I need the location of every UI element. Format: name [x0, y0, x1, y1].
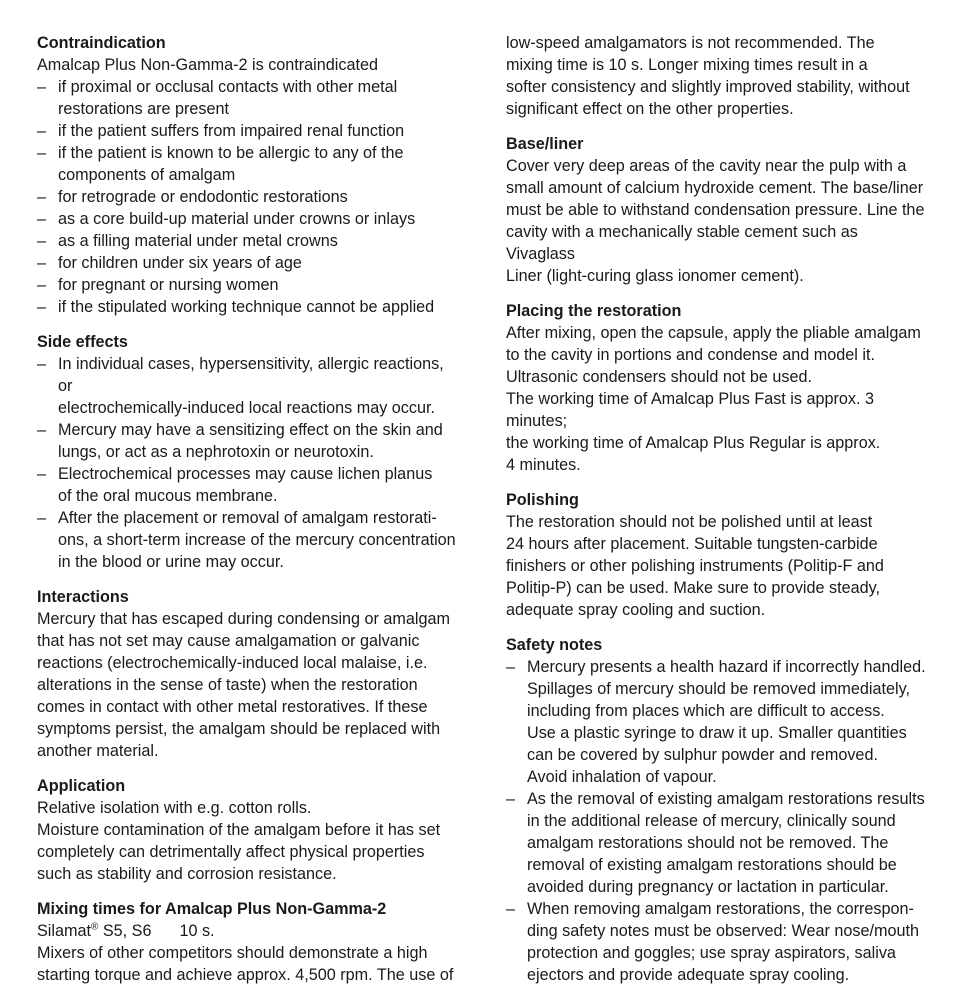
list-item: – When removing amalgam restorations, the correspon- ding safety notes must be observed: Wear nose/mouth protection and goggles; use spray aspirators, saliva ejectors and provide adequate spray cooling. — [506, 898, 926, 986]
list-item: – for children under six years of age — [37, 252, 457, 274]
base-liner-text: Cover very deep areas of the cavity near the pulp with a small amount of calcium hydroxide cement. The base/liner must be able to withstand condensation pressure. Line the cavity with a mechanically stable cement such as Vivaglass Liner (light-curing glass ionomer cement). — [506, 157, 925, 285]
safety-list — [506, 656, 926, 986]
list-item: – as a filling material under metal crowns — [37, 230, 457, 252]
side-effects-heading: Side effects — [37, 333, 128, 351]
list-item: – as a core build-up material under crowns or inlays — [37, 208, 457, 230]
list-item: – if the stipulated working technique cannot be applied — [37, 296, 457, 318]
mixer-name: Silamat — [37, 922, 91, 940]
base-liner-section — [506, 133, 926, 287]
registered-mark: ® — [90, 921, 99, 933]
list-item: – After the placement or removal of amalgam restorati- ons, a short-term increase of the mercury concentration in the blood or urine may occur. — [37, 507, 457, 573]
mixing-continued-text: low-speed amalgamators is not recommended. The mixing time is 10 s. Longer mixing times result in a softer consistency and slightly improved stability, without significant effect on the other properties. — [506, 34, 910, 118]
placing-heading: Placing the restoration — [506, 302, 682, 320]
list-item: – for pregnant or nursing women — [37, 274, 457, 296]
mixing-continued — [506, 32, 926, 120]
contraindication-list — [37, 76, 457, 318]
placing-section — [506, 300, 926, 476]
contraindication-heading: Contraindication — [37, 34, 166, 52]
mixing-time: 10 s. — [179, 922, 215, 940]
base-liner-heading: Base/liner — [506, 135, 584, 153]
interactions-text: Mercury that has escaped during condensing or amalgam that has not set may cause amalgamation or galvanic reactions (electrochemically-induced local malaise, i.e. alterations in the sense of taste) when the restoration comes in contact with other metal restoratives. If these symptoms persist, the amalgam should be replaced with another material. — [37, 610, 451, 760]
list-item: – if the patient is known to be allergic to any of the components of amalgam — [37, 142, 457, 186]
safety-heading: Safety notes — [506, 636, 603, 654]
list-item: – Mercury may have a sensitizing effect on the skin and lungs, or act as a nephrotoxin or neurotoxin. — [37, 419, 457, 463]
interactions-section — [37, 586, 457, 762]
placing-text: After mixing, open the capsule, apply the pliable amalgam to the cavity in portions and condense and model it. Ultrasonic condensers should not be used. The working time of Amalcap Plus Fast is approx. 3 minutes; the working time of Amalcap Plus Regular is approx. 4 minutes. — [506, 324, 921, 474]
mixing-text: Mixers of other competitors should demonstrate a high starting torque and achieve approx. 4,500 rpm. The use of — [37, 944, 454, 984]
polishing-section — [506, 489, 926, 621]
interactions-heading: Interactions — [37, 588, 129, 606]
polishing-heading: Polishing — [506, 491, 579, 509]
mixing-heading: Mixing times for Amalcap Plus Non-Gamma-2 — [37, 900, 387, 918]
application-heading: Application — [37, 777, 126, 795]
mixing-device-line — [37, 920, 457, 942]
list-item: – if proximal or occlusal contacts with other metal restorations are present — [37, 76, 457, 120]
mixer-models: S5, S6 — [98, 922, 152, 940]
contraindication-section — [37, 32, 457, 318]
list-item: – if the patient suffers from impaired renal function — [37, 120, 457, 142]
right-column — [506, 32, 926, 999]
application-text: Relative isolation with e.g. cotton rolls. Moisture contamination of the amalgam before it has set completely can detrimentally affect physical properties such as stability and corrosion resistance. — [37, 799, 441, 883]
left-column — [37, 32, 457, 999]
side-effects-list — [37, 353, 457, 573]
application-section — [37, 775, 457, 885]
list-item: – Mercury presents a health hazard if incorrectly handled. Spillages of mercury should be removed immediately, including from places which are difficult to access. Use a plastic syringe to draw it up. Smaller quantities can be covered by sulphur powder and removed. Avoid inhalation of vapour. — [506, 656, 926, 788]
list-item: – As the removal of existing amalgam restorations results in the additional release of mercury, clinically sound amalgam restorations should not be removed. The removal of existing amalgam restorations should be avoided during pregnancy or lactation in particular. — [506, 788, 926, 898]
list-item: – for retrograde or endodontic restorations — [37, 186, 457, 208]
list-item: – Electrochemical processes may cause lichen planus of the oral mucous membrane. — [37, 463, 457, 507]
contraindication-intro: Amalcap Plus Non-Gamma-2 is contraindicated — [37, 56, 378, 74]
mixing-section — [37, 898, 457, 986]
polishing-text: The restoration should not be polished until at least 24 hours after placement. Suitable tungsten-carbide finishers or other polishing instruments (Politip-F and Politip-P) can be used. Make sure to provide steady, adequate spray cooling and suction. — [506, 513, 884, 619]
side-effects-section — [37, 331, 457, 573]
safety-section — [506, 634, 926, 986]
list-item: – In individual cases, hypersensitivity, allergic reactions, or electrochemically-induced local reactions may occur. — [37, 353, 457, 419]
